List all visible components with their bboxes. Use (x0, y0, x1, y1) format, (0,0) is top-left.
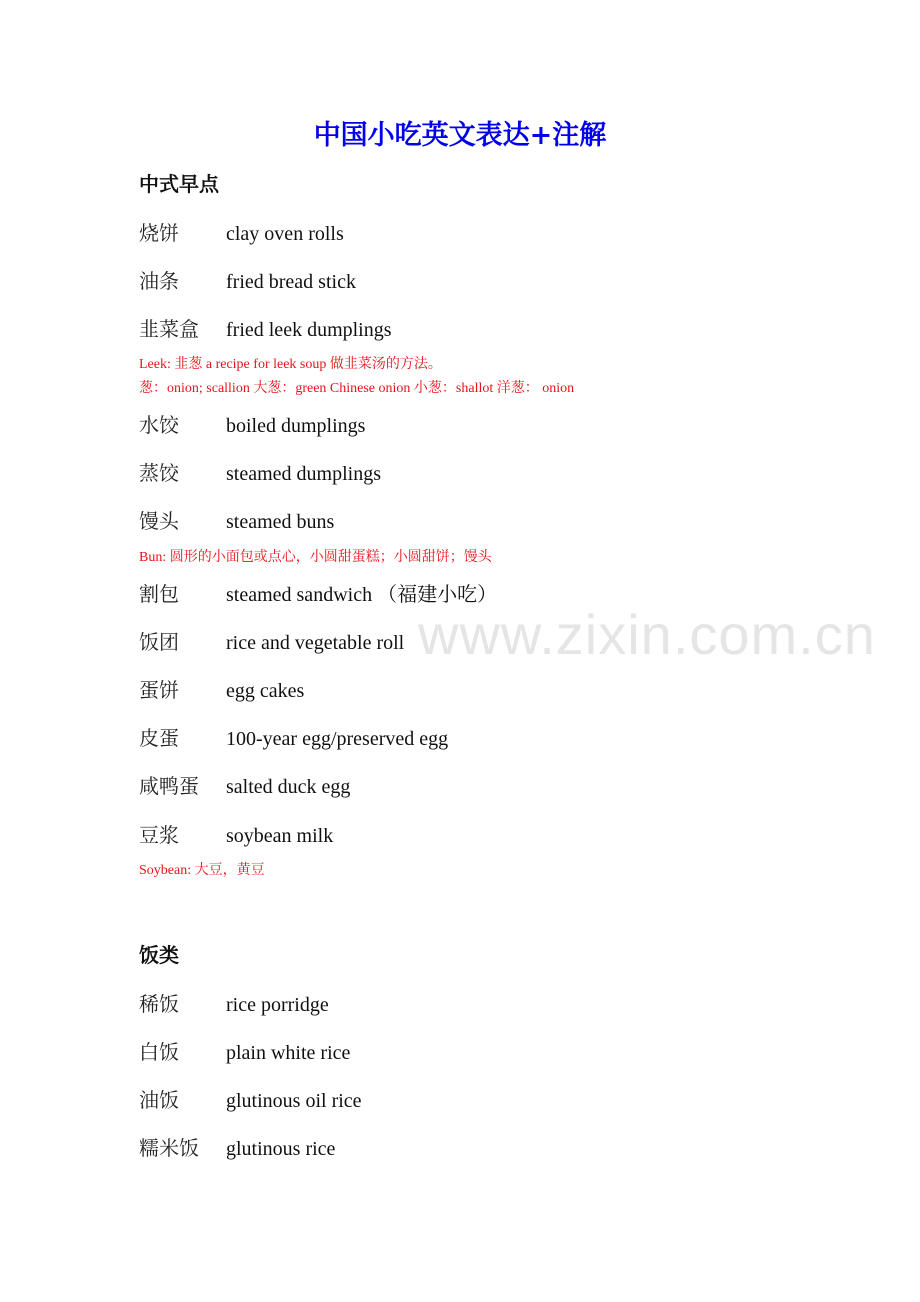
list-item (139, 1085, 362, 1115)
list-item (139, 458, 381, 488)
item-chinese: 白饭 (139, 1040, 179, 1064)
annotation-note: Soybean: 大豆，黄豆 (139, 863, 265, 878)
list-item (139, 1037, 350, 1067)
item-english: rice and vegetable roll (226, 632, 405, 654)
item-english: 100-year egg/preserved egg (226, 728, 449, 750)
item-english: steamed dumplings (226, 463, 381, 485)
watermark: www.zixin.com.cn (418, 603, 876, 666)
item-chinese: 皮蛋 (139, 726, 179, 750)
item-chinese: 水饺 (139, 413, 179, 437)
list-item (139, 989, 329, 1019)
list-item (139, 1133, 335, 1163)
annotation-note: Leek: 韭葱 a recipe for leek soup 做韭菜汤的方法。 (139, 357, 442, 372)
item-chinese: 馒头 (139, 509, 179, 533)
item-english: clay oven rolls (226, 223, 344, 245)
item-chinese: 饭团 (139, 630, 179, 654)
item-english: salted duck egg (226, 776, 351, 798)
item-english: fried leek dumplings (226, 319, 392, 341)
item-english: soybean milk (226, 825, 334, 847)
document-title: 中国小吃英文表达+注解 (313, 120, 607, 151)
list-item (139, 771, 350, 801)
item-english: egg cakes (226, 680, 305, 702)
list-item (139, 218, 344, 248)
list-item (139, 266, 356, 296)
item-english: steamed buns (226, 511, 335, 533)
section-heading-breakfast: 中式早点 (139, 172, 219, 196)
item-english: fried bread stick (226, 271, 356, 293)
item-english: glutinous rice (226, 1138, 336, 1160)
item-chinese: 烧饼 (139, 221, 179, 245)
list-item (139, 579, 497, 609)
item-chinese: 咸鸭蛋 (139, 774, 199, 798)
item-chinese: 蛋饼 (139, 678, 179, 702)
item-chinese: 稀饭 (139, 992, 179, 1016)
list-item (139, 627, 404, 657)
list-item (139, 314, 392, 344)
item-chinese: 油饭 (139, 1088, 179, 1112)
item-chinese: 蒸饺 (139, 461, 179, 485)
section-heading-rice: 饭类 (139, 943, 179, 967)
item-english: steamed sandwich （福建小吃） (226, 584, 498, 606)
item-english: boiled dumplings (226, 415, 366, 437)
item-chinese: 韭菜盒 (139, 317, 199, 341)
item-chinese: 油条 (139, 269, 179, 293)
item-chinese: 割包 (139, 582, 179, 606)
item-chinese: 豆浆 (139, 823, 179, 847)
annotation-note: 葱：onion; scallion 大葱：green Chinese onion 小葱：shallot 洋葱： onion (139, 381, 575, 396)
annotation-note: Bun: 圆形的小面包或点心，小圆甜蛋糕；小圆甜饼；馒头 (139, 550, 492, 565)
list-item (139, 820, 333, 850)
list-item (139, 723, 448, 753)
item-english: plain white rice (226, 1042, 351, 1064)
list-item (139, 506, 334, 536)
item-english: glutinous oil rice (226, 1090, 362, 1112)
item-english: rice porridge (226, 994, 329, 1016)
item-chinese: 糯米饭 (139, 1136, 199, 1160)
list-item (139, 675, 304, 705)
list-item (139, 410, 365, 440)
